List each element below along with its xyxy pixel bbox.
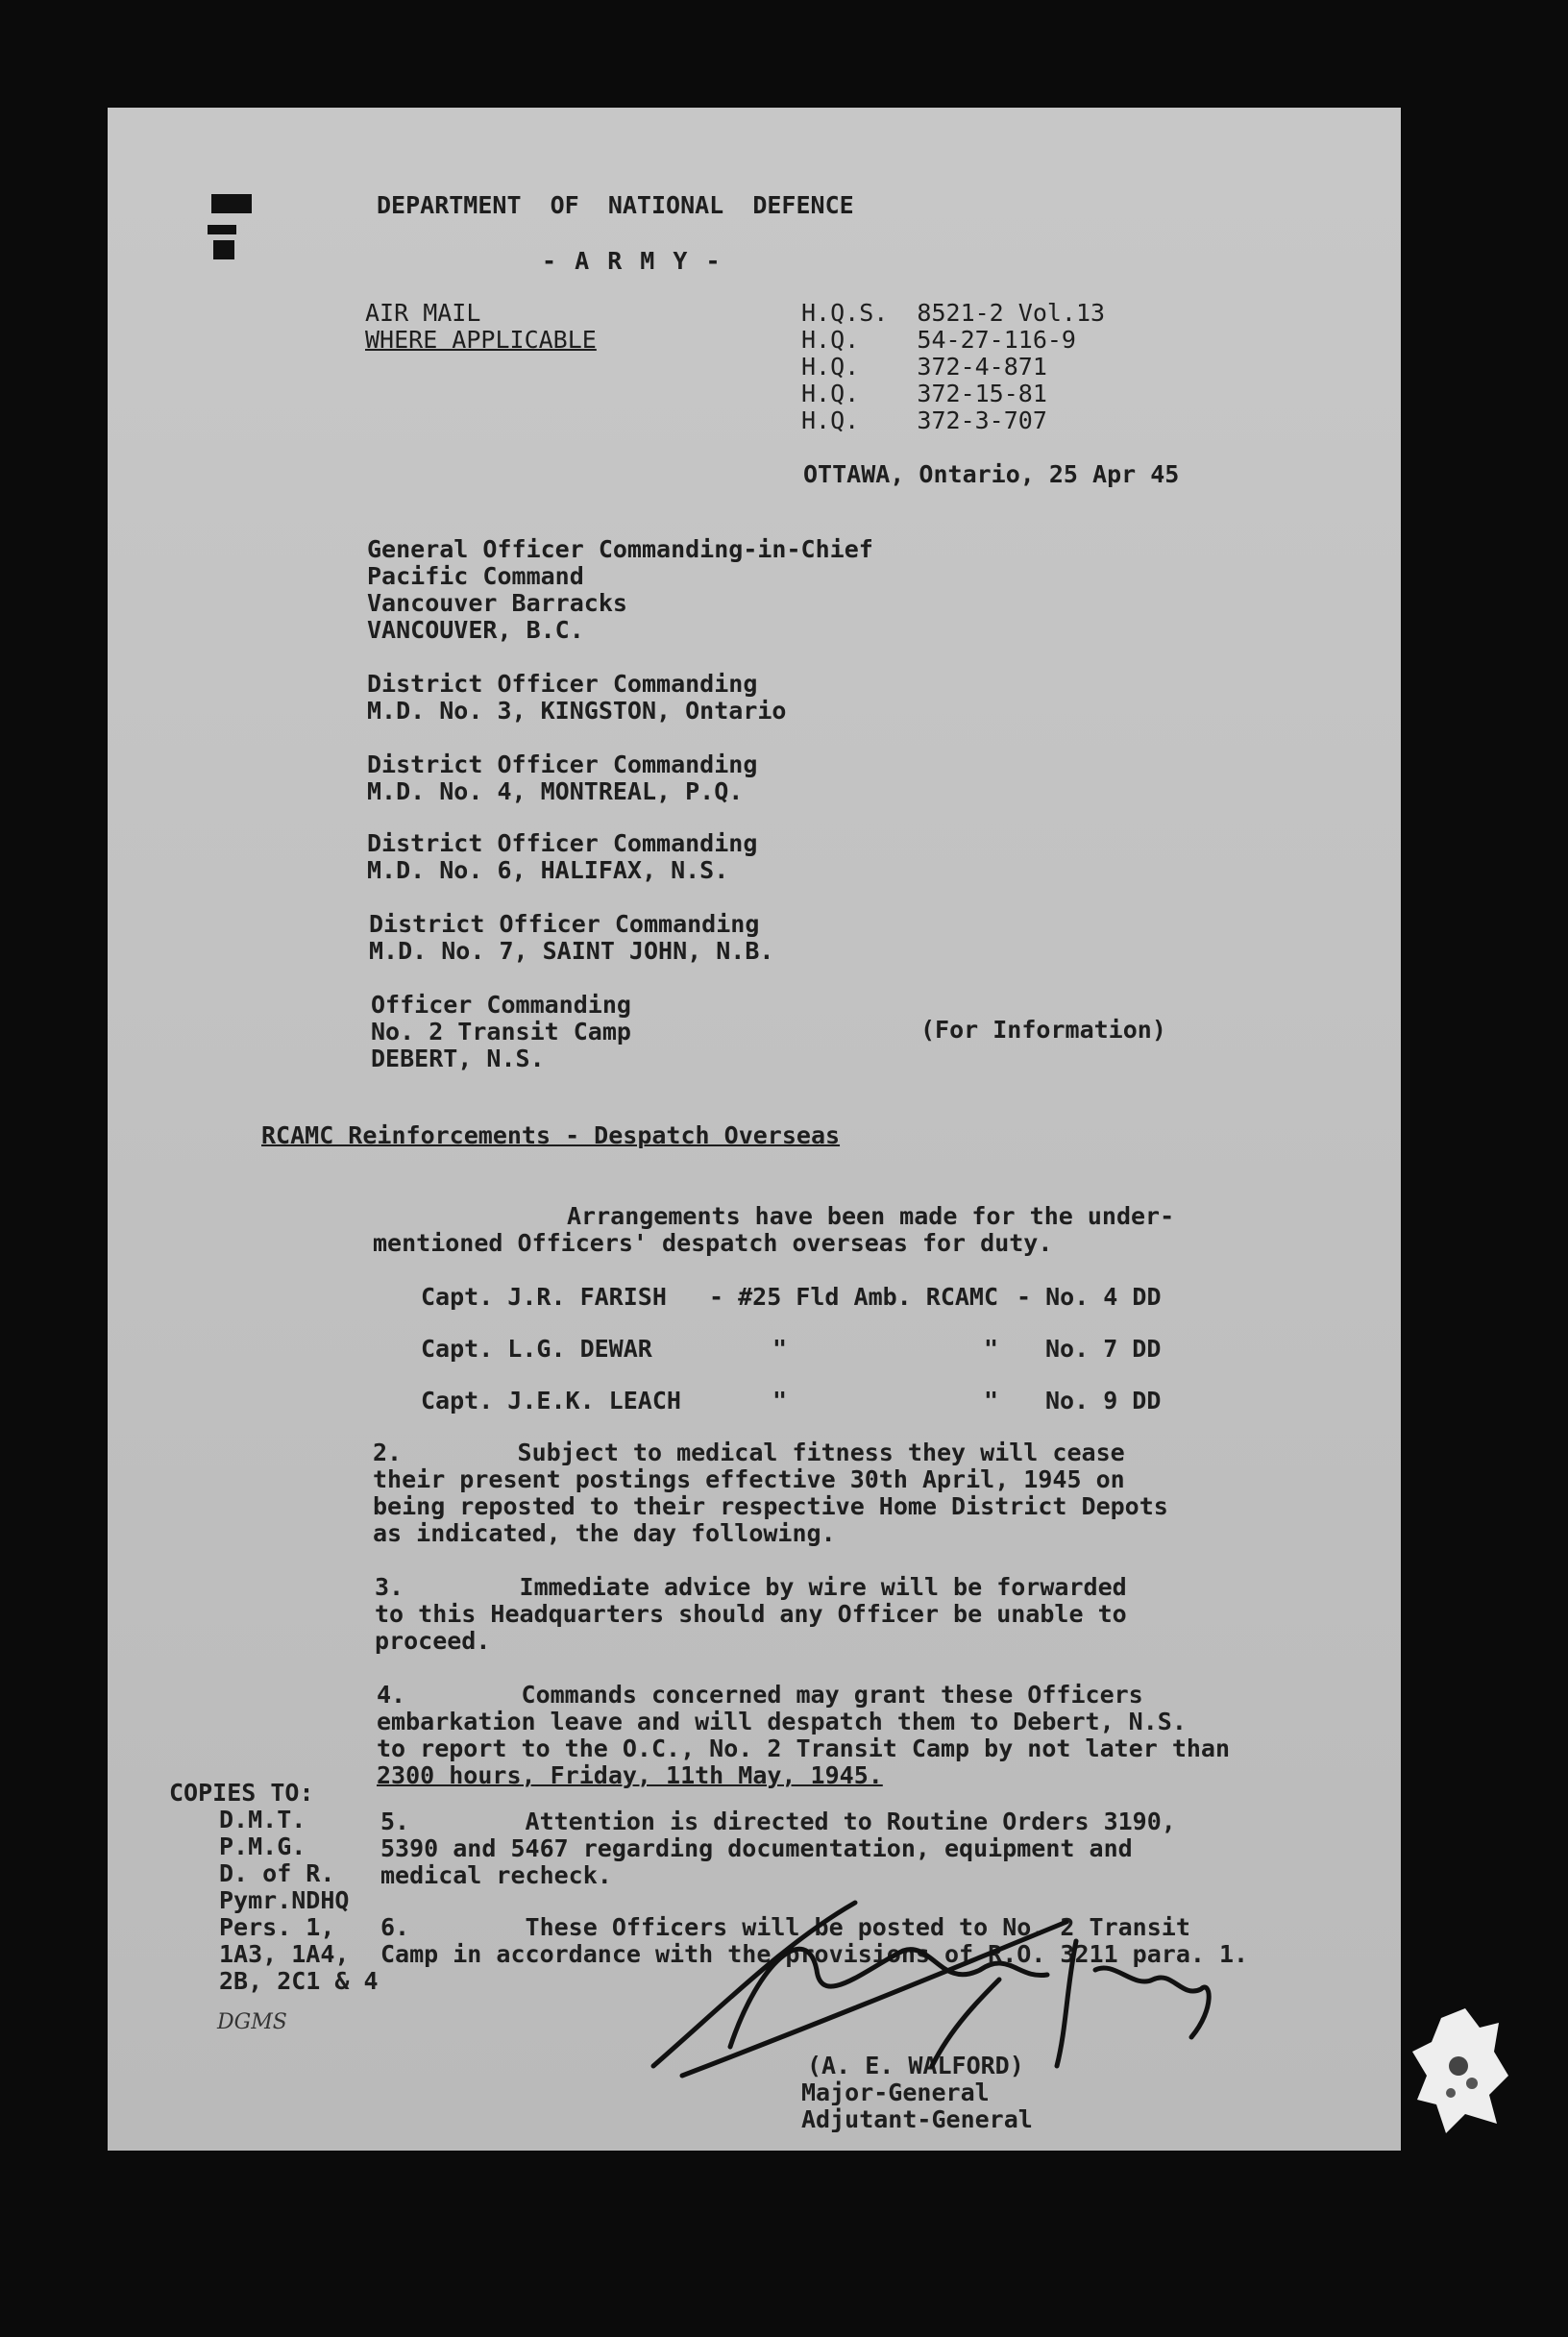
copies-to-item: 1A3, 1A4,: [219, 1940, 350, 1968]
copies-to-item: D. of R.: [219, 1859, 335, 1887]
addressee-line: Pacific Command: [367, 562, 584, 590]
signatory-name: (A. E. WALFORD): [807, 2052, 1024, 2079]
addressee-line: General Officer Commanding-in-Chief: [367, 535, 873, 563]
paragraph-line: as indicated, the day following.: [373, 1519, 836, 1547]
addressee-line: No. 2 Transit Camp: [371, 1018, 631, 1046]
file-reference: H.Q. 372-15-81: [801, 380, 1047, 407]
paragraph-line: 2. Subject to medical fitness they will cease: [373, 1439, 1125, 1466]
officer-unit: - #25 Fld Amb. RCAMC: [709, 1283, 999, 1311]
addressee-line: DEBERT, N.S.: [371, 1045, 545, 1072]
paragraph-line: 5. Attention is directed to Routine Orders 3190,: [380, 1808, 1176, 1835]
department-heading: DEPARTMENT OF NATIONAL DEFENCE: [377, 191, 854, 219]
paragraph-line: 5390 and 5467 regarding documentation, equipment and: [380, 1834, 1133, 1862]
paragraph-line: mentioned Officers' despatch overseas for duty.: [373, 1229, 1053, 1257]
binder-mark: [213, 240, 234, 259]
officer-name: Capt. L.G. DEWAR: [421, 1335, 652, 1363]
addressee-line: District Officer Commanding: [369, 910, 760, 938]
paragraph-line: proceed.: [375, 1627, 491, 1655]
officer-name: Capt. J.R. FARISH: [421, 1283, 667, 1311]
file-reference: H.Q. 372-3-707: [801, 406, 1047, 434]
file-reference: H.Q. 372-4-871: [801, 353, 1047, 381]
copies-to-heading: COPIES TO:: [169, 1779, 314, 1807]
addressee-line: District Officer Commanding: [367, 829, 758, 857]
addressee-line: M.D. No. 7, SAINT JOHN, N.B.: [369, 937, 774, 965]
routing-air-mail: AIR MAIL: [365, 299, 481, 327]
paragraph-line: embarkation leave and will despatch them to Debert, N.S.: [377, 1708, 1187, 1735]
paper-damage: [1412, 2008, 1508, 2133]
officer-name: Capt. J.E.K. LEACH: [421, 1387, 681, 1414]
addressee-line: District Officer Commanding: [367, 670, 758, 698]
copies-to-item: D.M.T.: [219, 1806, 306, 1833]
paragraph-line: Arrangements have been made for the under-: [567, 1202, 1175, 1230]
officer-unit: ": [984, 1335, 999, 1363]
officer-depot: No. 9 DD: [1045, 1387, 1162, 1414]
officer-depot: No. 7 DD: [1045, 1335, 1162, 1363]
binder-mark: [211, 194, 252, 213]
paragraph-line: Camp in accordance with the provisions of R.O. 3211 para. 1.: [380, 1940, 1249, 1968]
copies-to-item: Pers. 1,: [219, 1913, 335, 1941]
routing-where-applicable: WHERE APPLICABLE: [365, 326, 597, 354]
addressee-line: M.D. No. 4, MONTREAL, P.Q.: [367, 777, 744, 805]
addressee-line: VANCOUVER, B.C.: [367, 616, 584, 644]
file-reference: H.Q. 54-27-116-9: [801, 326, 1076, 354]
paragraph-line: to report to the O.C., No. 2 Transit Camp by not later than: [377, 1734, 1231, 1762]
document-page: [108, 108, 1401, 2151]
signatory-title: Adjutant-General: [801, 2105, 1033, 2133]
copies-to-item: 2B, 2C1 & 4: [219, 1967, 379, 1995]
addressee-line: Vancouver Barracks: [367, 589, 627, 617]
army-heading: - A R M Y -: [542, 247, 723, 275]
paragraph-line: to this Headquarters should any Officer be unable to: [375, 1600, 1127, 1628]
binder-mark: [208, 225, 236, 234]
date-line: OTTAWA, Ontario, 25 Apr 45: [803, 460, 1180, 488]
paragraph-line: 6. These Officers will be posted to No. 2 Transit: [380, 1913, 1190, 1941]
copies-to-item: P.M.G.: [219, 1833, 306, 1860]
addressee-line: M.D. No. 6, HALIFAX, N.S.: [367, 856, 729, 884]
copies-to-item: Pymr.NDHQ: [219, 1886, 350, 1914]
handwritten-signature: [615, 1883, 1249, 2095]
addressee-line: District Officer Commanding: [367, 750, 758, 778]
handwritten-note: DGMS: [217, 2010, 287, 2034]
paragraph-line: 4. Commands concerned may grant these Officers: [377, 1681, 1143, 1709]
paragraph-line: their present postings effective 30th April, 1945 on: [373, 1465, 1125, 1493]
file-reference: H.Q.S. 8521-2 Vol.13: [801, 299, 1106, 327]
paragraph-line: medical recheck.: [380, 1861, 612, 1889]
signatory-rank: Major-General: [801, 2079, 990, 2106]
addressee-line: Officer Commanding: [371, 991, 631, 1019]
officer-depot: - No. 4 DD: [1017, 1283, 1162, 1311]
paragraph-line: being reposted to their respective Home District Depots: [373, 1492, 1168, 1520]
addressee-line: M.D. No. 3, KINGSTON, Ontario: [367, 697, 787, 725]
officer-unit: ": [772, 1387, 788, 1414]
paragraph-line: 2300 hours, Friday, 11th May, 1945.: [377, 1761, 883, 1789]
officer-unit: ": [772, 1335, 788, 1363]
for-information-note: (For Information): [920, 1016, 1166, 1044]
paragraph-line: 3. Immediate advice by wire will be forwarded: [375, 1573, 1127, 1601]
subject-line: RCAMC Reinforcements - Despatch Overseas: [261, 1121, 841, 1149]
officer-unit: ": [984, 1387, 999, 1414]
